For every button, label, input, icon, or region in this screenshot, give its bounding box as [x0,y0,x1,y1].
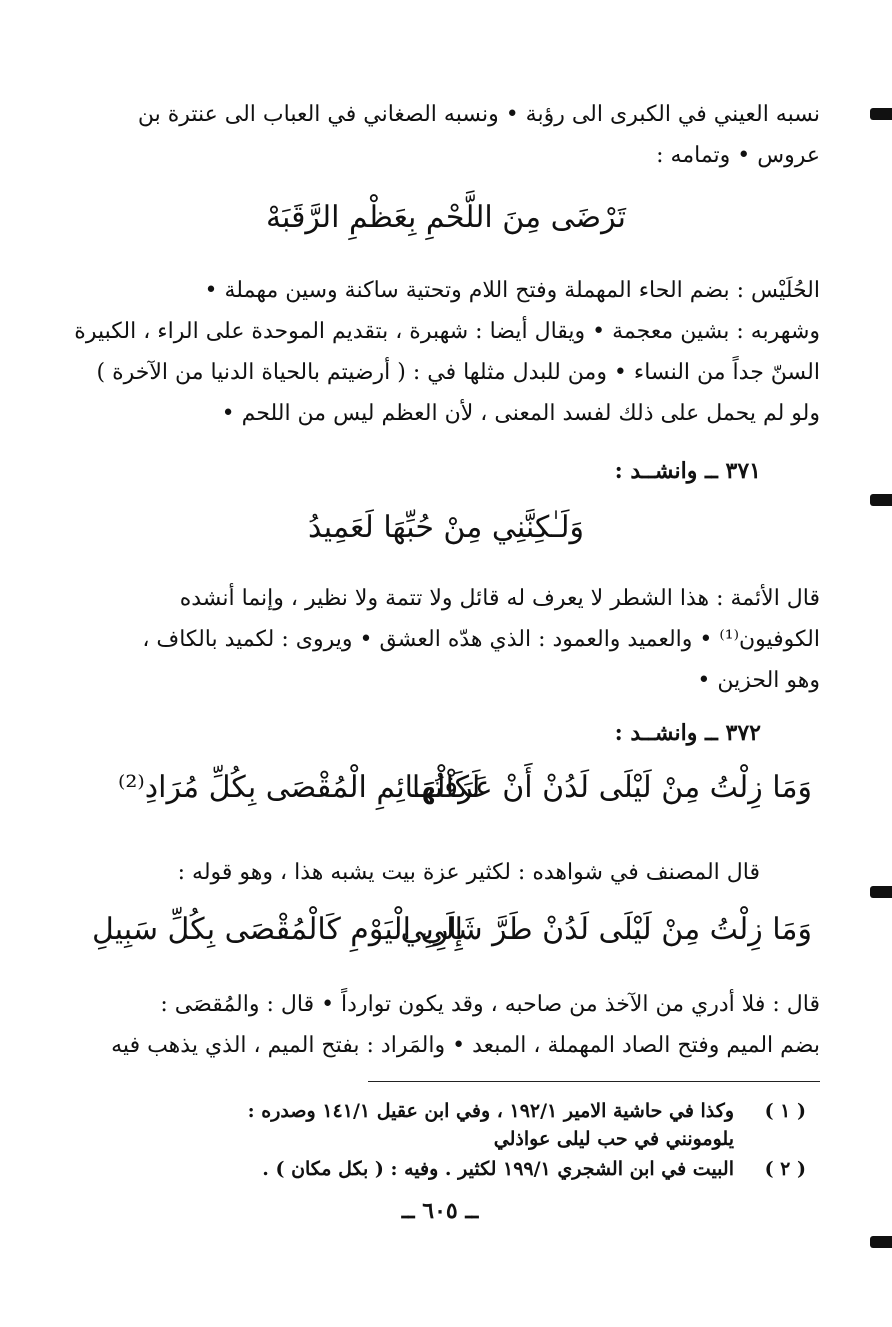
footnote-text: البيت في ابن الشجري ١٩٩/١ لكثير . وفيه : ( بكل مكان ) . [262,1158,734,1180]
verse-hemistich-second: لَكَالْهَـائِمِ الْمُقْصَى بِكُلِّ مُرَادِ⁽²⁾ [118,770,481,805]
verse-hemistich-first: وَمَا زِلْتُ مِنْ لَيْلَى لَدُنْ أَنْ عَرَفْتُهَا [411,770,812,805]
verse-hemistich-second: إِلَى الْيَوْمِ كَالْمُقْصَى بِكُلِّ سَبِيلِ [92,912,463,947]
footnote-divider [368,1081,820,1082]
margin-mark [870,494,892,506]
footnote-text: وكذا في حاشية الامير ١٩٢/١ ، وفي ابن عقيل ١٤١/١ وصدره : [247,1100,734,1122]
text-line: قال الأئمة : هذا الشطر لا يعرف له قائل ولا تتمة ولا نظير ، وإنما أنشده [179,586,820,611]
text-line: الكوفيون⁽¹⁾ • والعميد والعمود : الذي هدّه العشق • ويروى : لكميد بالكاف ، [142,627,820,652]
margin-mark [870,1236,892,1248]
paragraph-commentary [72,578,820,701]
paragraph-commentary [72,852,820,893]
text-line: عروس • وتمامه : [656,143,820,168]
paragraph-attribution [72,94,820,176]
section-heading: ٣٧٢ ــ وانشــد : [614,720,761,746]
text-line: وشهربه : بشين معجمة • ويقال أيضا : شهبرة ، بتقديم الموحدة على الراء ، الكبيرة [74,319,820,344]
text-line: الحُلَيْس : بضم الحاء المهملة وفتح اللام وتحتية ساكنة وسين مهملة • [204,278,820,303]
verse-line: تَرْضَى مِنَ اللَّحْمِ بِعَظْمِ الرَّقَبَهْ [265,200,627,235]
footnote-number: ( ٢ ) [764,1158,806,1180]
text-line: السنّ جداً من النساء • ومن للبدل مثلها في : ( أرضيتم بالحياة الدنيا من الآخرة ) [96,360,820,385]
verse-hemistich-first: وَمَا زِلْتُ مِنْ لَيْلَى لَدُنْ طَرَّ شَارِبِي [400,912,812,947]
page-number: ــ ٦٠٥ ــ [401,1198,479,1224]
text-line: وهو الحزين • [697,668,820,693]
section-heading: ٣٧١ ــ وانشــد : [614,458,761,484]
paragraph-commentary [72,984,820,1066]
paragraph-commentary [72,270,820,434]
margin-mark [870,108,892,120]
text-line: بضم الميم وفتح الصاد المهملة ، المبعد • والمَراد : بفتح الميم ، الذي يذهب فيه [111,1033,820,1058]
footnote-text: يلومونني في حب ليلى عواذلي [493,1128,734,1150]
text-line: نسبه العيني في الكبرى الى رؤبة • ونسبه الصغاني في العباب الى عنترة بن [137,102,820,127]
text-line: قال : فلا أدري من الآخذ من صاحبه ، وقد يكون توارداً • قال : والمُقصَى : [160,992,820,1017]
margin-mark [870,886,892,898]
verse-line: وَلَـٰكِنَّنِي مِنْ حُبِّهَا لَعَمِيدُ [308,510,584,545]
footnote-number: ( ١ ) [764,1100,806,1122]
text-line: قال المصنف في شواهده : لكثير عزة بيت يشبه هذا ، وهو قوله : [177,860,760,885]
text-line: ولو لم يحمل على ذلك لفسد المعنى ، لأن العظم ليس من اللحم • [221,401,820,426]
